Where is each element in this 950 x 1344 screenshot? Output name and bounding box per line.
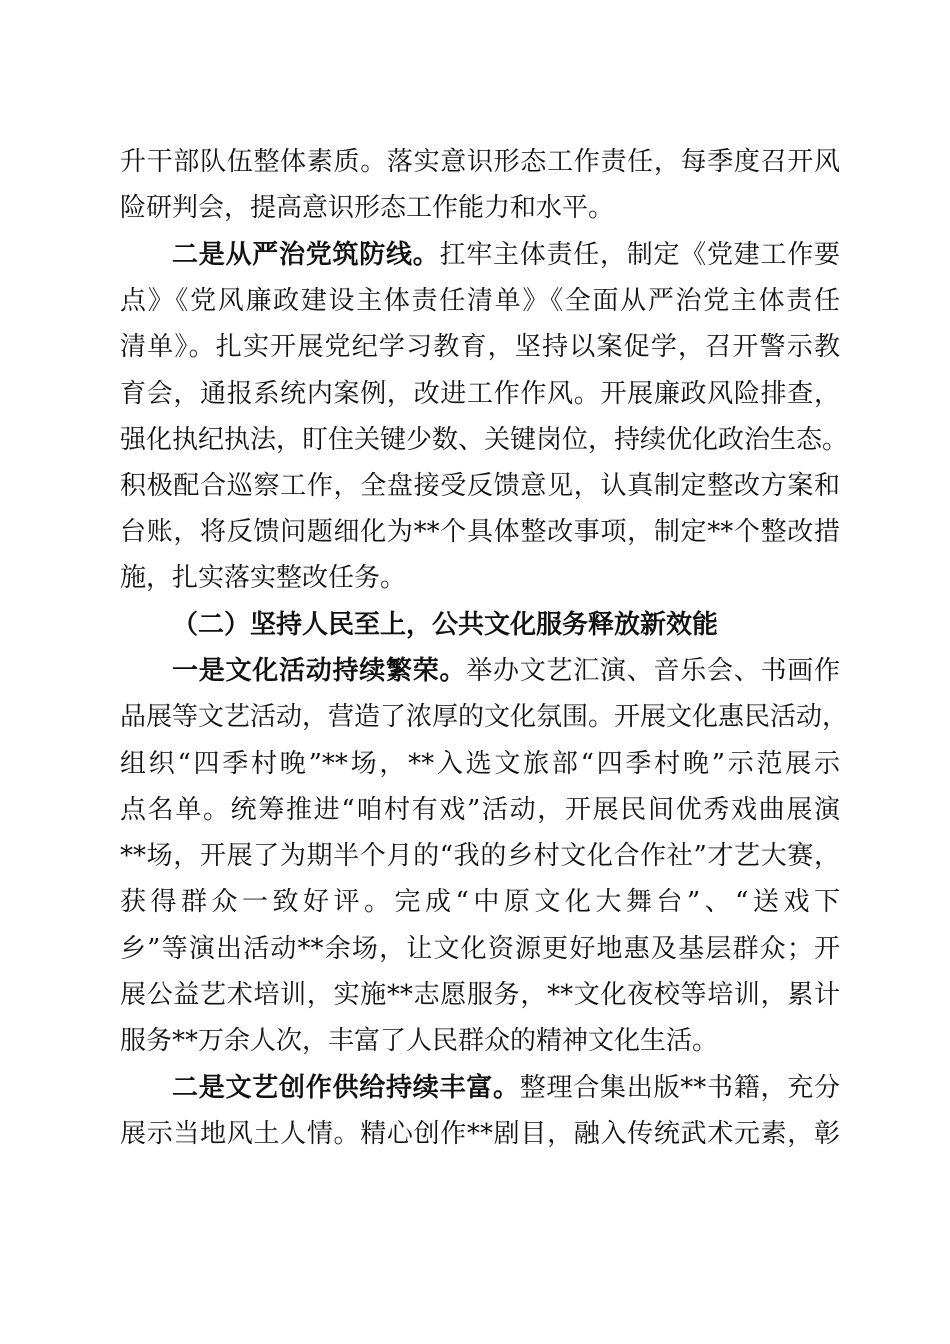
paragraph-line: 乡”等演出活动**余场，让文化资源更好地惠及基层群众；开 [120, 934, 840, 964]
paragraph-line: 点名单。统筹推进“咱村有戏”活动，开展民间优秀戏曲展演 [120, 795, 840, 825]
paragraph-text: 整理合集出版**书籍，充分 [519, 1073, 840, 1103]
paragraph-line: 展示当地风土人情。精心创作**剧目，融入传统武术元素，彰 [120, 1119, 840, 1149]
section-heading: （二）坚持人民至上，公共文化服务释放新效能 [172, 610, 719, 640]
paragraph-lead: 一是文化活动持续繁荣。 [172, 656, 467, 686]
paragraph-line: 品展等文艺活动，营造了浓厚的文化氛围。开展文化惠民活动， [120, 702, 849, 732]
paragraph-line: 台账，将反馈问题细化为**个具体整改事项，制定**个整改措 [120, 517, 840, 547]
paragraph-line: 服务**万余人次，丰富了人民群众的精神文化生活。 [120, 1026, 719, 1056]
paragraph-text: 举办文艺汇演、音乐会、书画作 [466, 656, 840, 686]
paragraph-line: 强化执纪执法，盯住关键少数、关键岗位，持续优化政治生态。 [120, 425, 849, 455]
paragraph-lead: 二是从严治党筑防线。 [172, 240, 440, 270]
paragraph-line: 升干部队伍整体素质。落实意识形态工作责任，每季度召开风 [120, 147, 840, 177]
paragraph-lead: 二是文艺创作供给持续丰富。 [172, 1073, 520, 1103]
paragraph-line: 清单》。扎实开展党纪学习教育，坚持以案促学，召开警示教 [120, 332, 840, 362]
paragraph-line: **场，开展了为期半个月的“我的乡村文化合作社”才艺大赛， [120, 841, 840, 871]
paragraph-line: 险研判会，提高意识形态工作能力和水平。 [120, 193, 615, 223]
paragraph-first-line [172, 238, 840, 272]
paragraph-text: 扛牢主体责任，制定《党建工作要 [439, 240, 840, 270]
paragraph-first-line [172, 1071, 840, 1105]
paragraph-line: 点》《党风廉政建设主体责任清单》《全面从严治党主体责任 [120, 286, 840, 316]
paragraph-line: 育会，通报系统内案例，改进工作作风。开展廉政风险排查， [120, 379, 840, 409]
paragraph-line: 积极配合巡察工作，全盘接受反馈意见，认真制定整改方案和 [120, 471, 840, 501]
paragraph-line: 施，扎实落实整改任务。 [120, 563, 407, 593]
paragraph-line: 组织“四季村晚”**场，**入选文旅部“四季村晚”示范展示 [120, 749, 840, 779]
paragraph-line: 展公益艺术培训，实施**志愿服务，**文化夜校等培训，累计 [120, 980, 840, 1010]
paragraph-line: 获得群众一致好评。完成“中原文化大舞台”、“送戏下 [120, 887, 840, 917]
paragraph-first-line [172, 654, 840, 688]
